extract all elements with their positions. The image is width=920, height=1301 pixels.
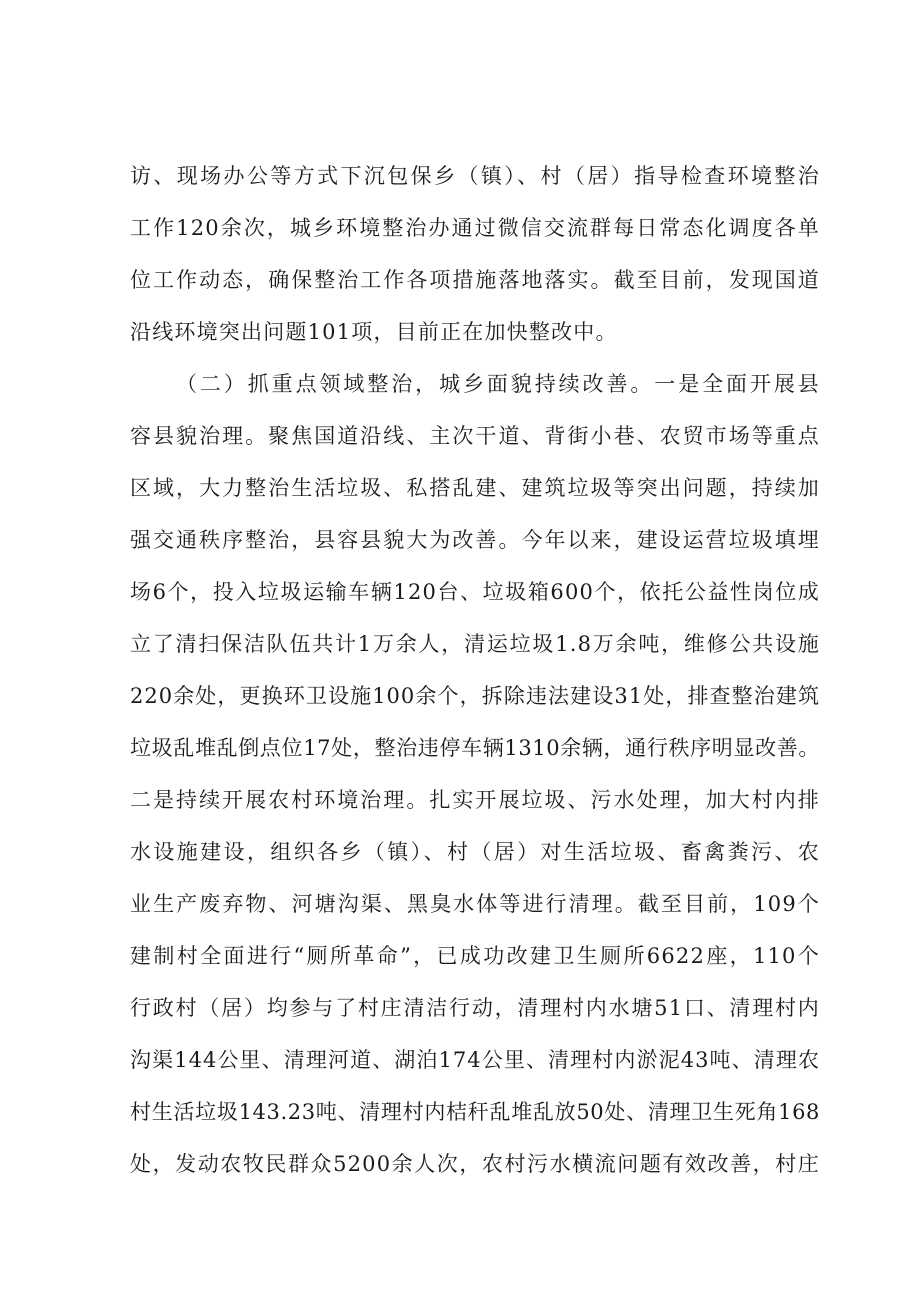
text-line: 处，发动农牧民群众5200余人次，农村污水横流问题有效改善，村庄 xyxy=(130,1152,820,1176)
text-line: 220余处，更换环卫设施100余个，拆除违法建设31处，排查整治建筑 xyxy=(130,684,820,708)
text-line: 沟渠144公里、清理河道、湖泊174公里、清理村内淤泥43吨、清理农 xyxy=(130,1048,820,1072)
text-line: 村生活垃圾143.23吨、清理村内桔秆乱堆乱放50处、清理卫生死角168 xyxy=(130,1100,820,1124)
text-line: 业生产废弃物、河塘沟渠、黑臭水体等进行清理。截至目前，109个 xyxy=(130,892,820,916)
text-line: 强交通秩序整治，县容县貌大为改善。今年以来，建设运营垃圾填埋 xyxy=(130,528,820,552)
text-line: 行政村（居）均参与了村庄清洁行动，清理村内水塘51口、清理村内 xyxy=(130,996,820,1020)
text-line: 位工作动态，确保整治工作各项措施落地落实。截至目前，发现国道 xyxy=(130,268,820,292)
text-line: 场6个，投入垃圾运输车辆120台、垃圾箱600个，依托公益性岗位成 xyxy=(130,580,820,604)
text-line: 二是持续开展农村环境治理。扎实开展垃圾、污水处理，加大村内排 xyxy=(130,788,820,812)
text-line: 容县貌治理。聚焦国道沿线、主次干道、背街小巷、农贸市场等重点 xyxy=(130,424,820,448)
body-text xyxy=(130,150,820,1190)
text-line: 沿线环境突出问题101项，目前正在加快整改中。 xyxy=(130,320,618,344)
section-heading-line: （二）抓重点领域整治，城乡面貌持续改善。一是全面开展县 xyxy=(176,372,820,396)
text-line: 工作120余次，城乡环境整治办通过微信交流群每日常态化调度各单 xyxy=(130,216,820,240)
text-line: 垃圾乱堆乱倒点位17处，整治违停车辆1310余辆，通行秩序明显改善。 xyxy=(130,736,820,760)
text-line: 建制村全面进行“厕所革命”，已成功改建卫生厕所6622座，110个 xyxy=(130,944,820,968)
text-line: 访、现场办公等方式下沉包保乡（镇）、村（居）指导检查环境整治 xyxy=(130,164,820,188)
text-line: 水设施建设，组织各乡（镇）、村（居）对生活垃圾、畜禽粪污、农 xyxy=(130,840,820,864)
text-line: 立了清扫保洁队伍共计1万余人，清运垃圾1.8万余吨，维修公共设施 xyxy=(130,632,820,656)
text-line: 区域，大力整治生活垃圾、私搭乱建、建筑垃圾等突出问题，持续加 xyxy=(130,476,820,500)
